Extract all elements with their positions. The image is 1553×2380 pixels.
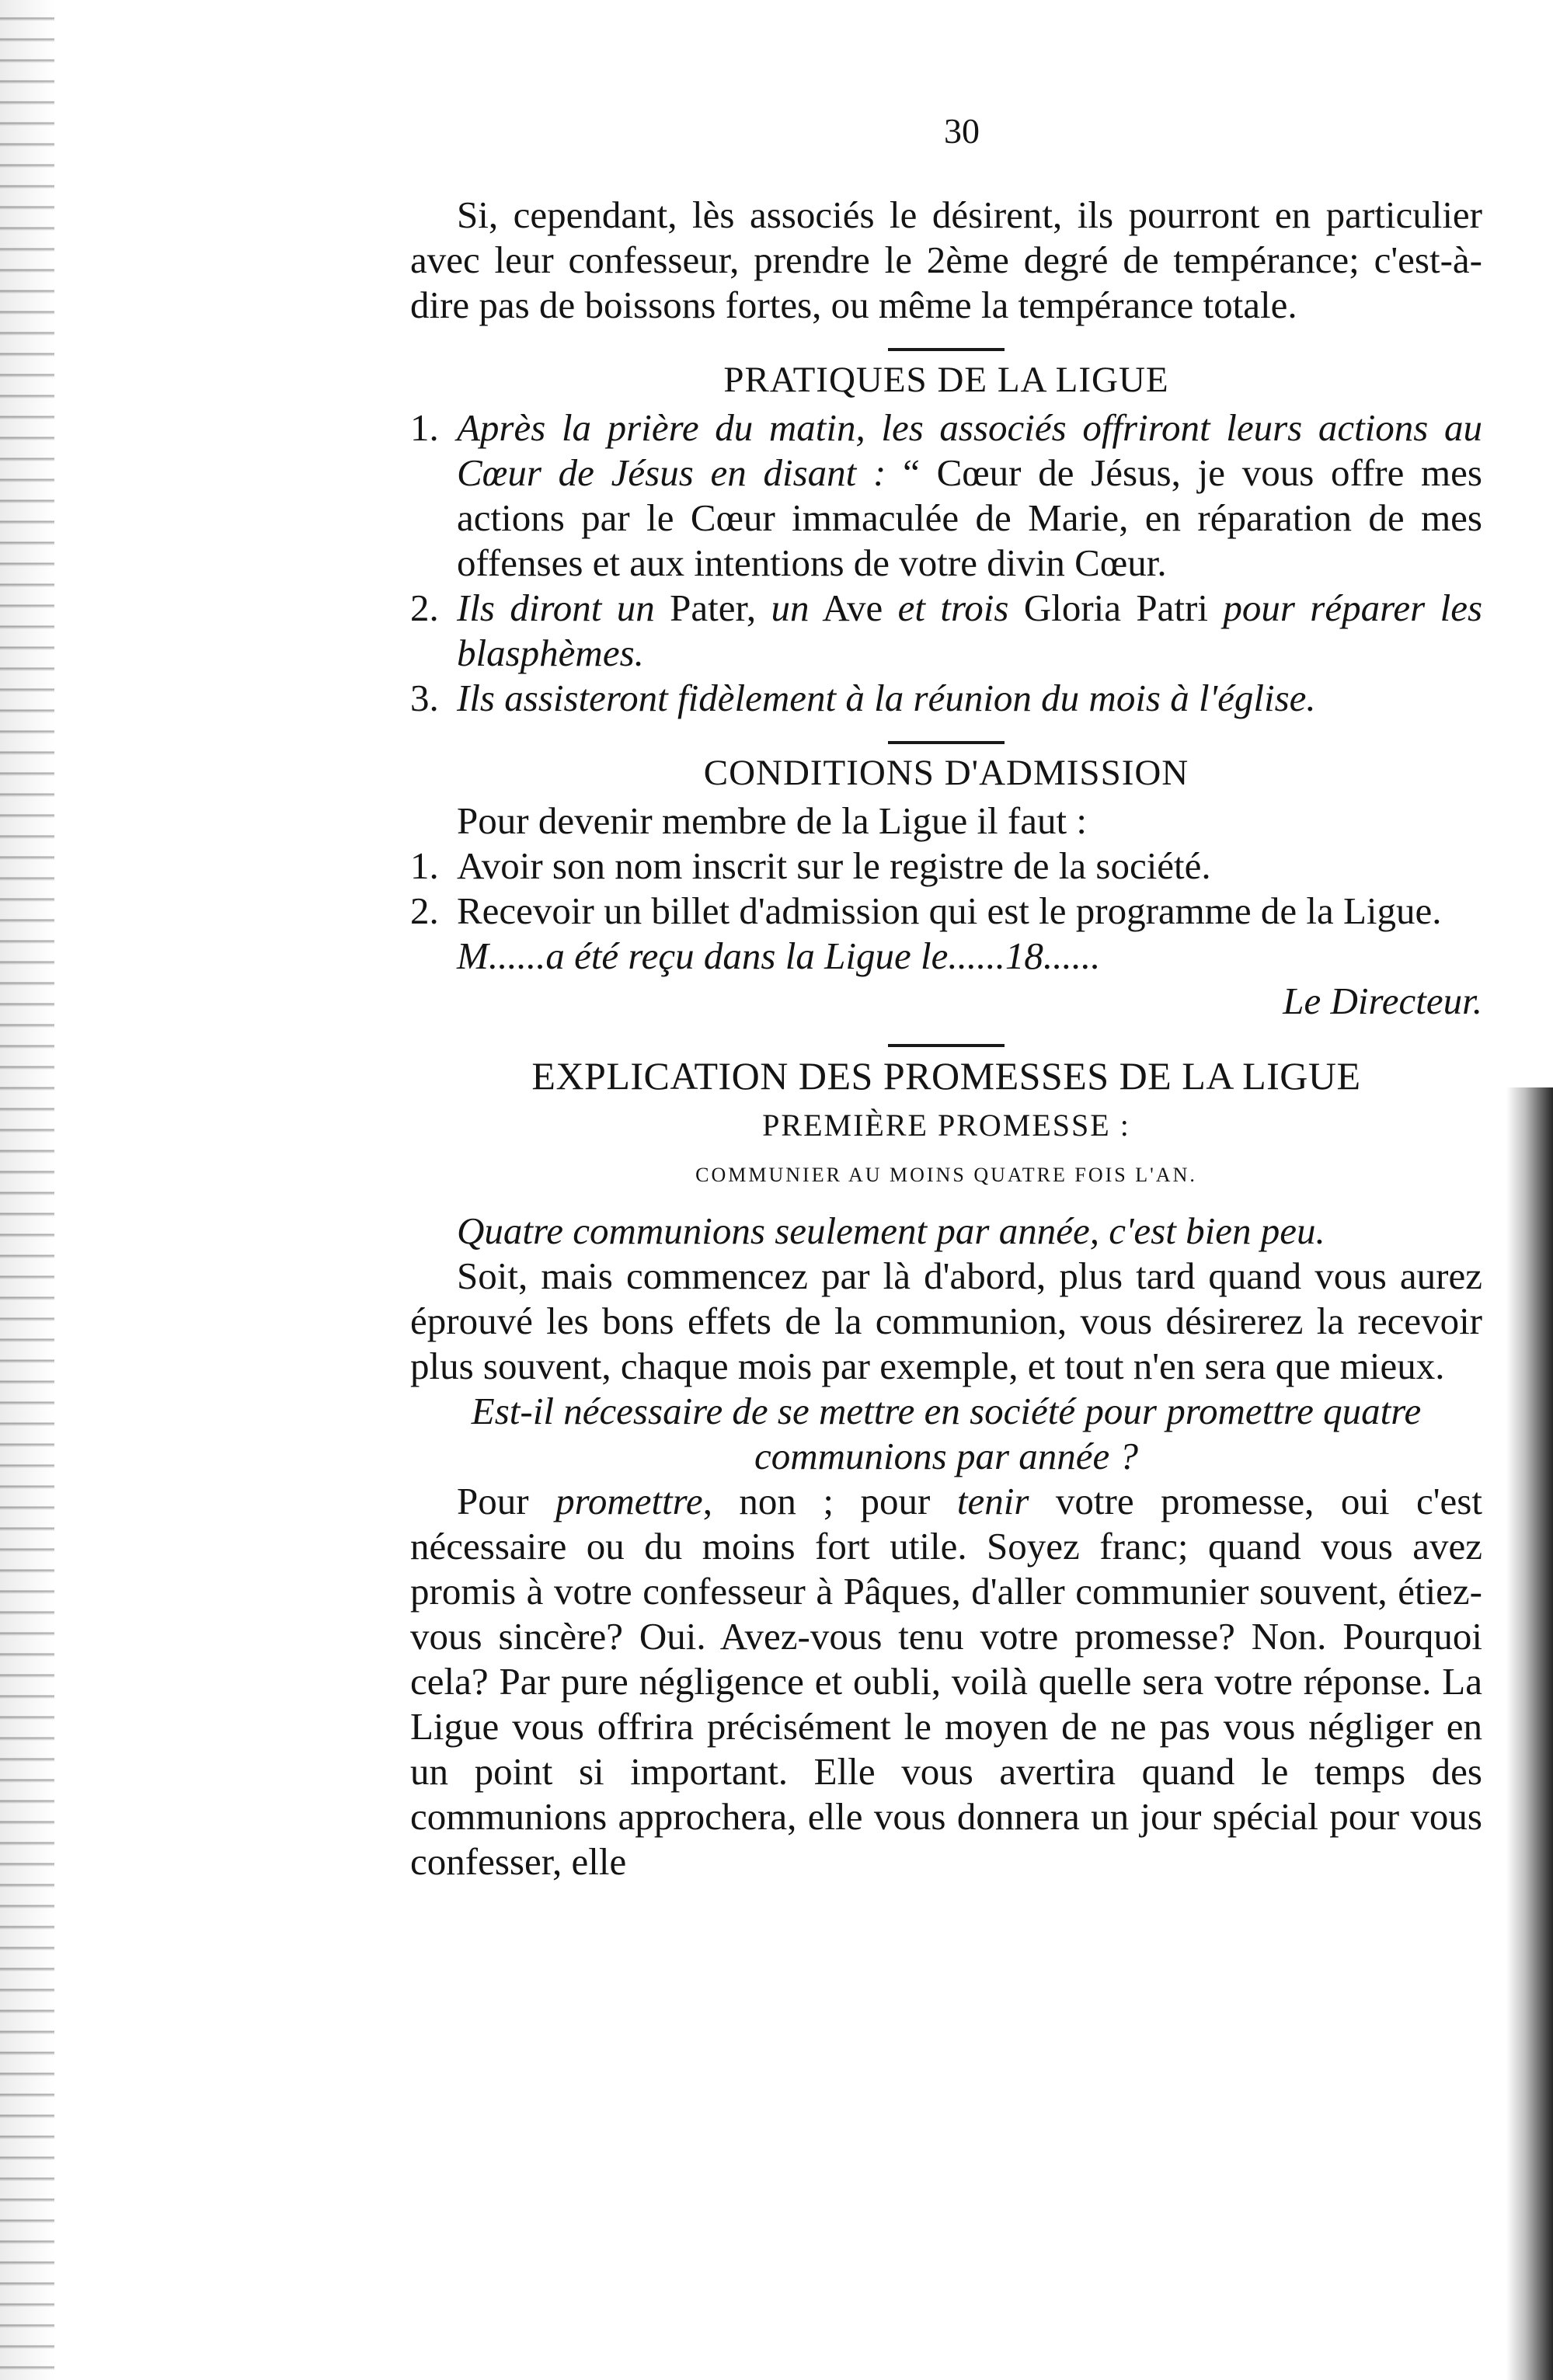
item-number: 1. [410,844,439,887]
director-signature: Le Directeur. [1283,979,1482,1022]
item-text: Gloria Patri [1008,586,1224,629]
item-italic-text: Après la prière du matin, les associés offriront leurs actions au Cœur de Jésus en disant : [457,406,1482,494]
condition-item-1 [410,844,1482,889]
pratique-item-3 [410,676,1482,721]
item-number: 1. [410,406,439,449]
book-page [410,109,1482,1884]
item-italic-text: pour réparer les blasphèmes. [457,586,1483,674]
page-number: 30 [944,111,980,151]
item-text: “ Cœur de Jésus, je vous offre mes actions par le Cœur immaculée de Marie, en réparation de mes offenses et aux intentions de votre divin Cœur. [457,451,1482,584]
item-text: Avoir son nom inscrit sur le registre de la société. [457,844,1211,887]
item-text: Recevoir un billet d'admission qui est le programme de la Ligue. [457,889,1442,932]
scan-left-edge [0,0,54,2380]
item-italic-text: un [771,586,810,629]
section-divider [888,348,1005,351]
reply-text: Pour [457,1480,556,1522]
pratique-item-2 [410,586,1482,676]
item-italic-text: Ils assisteront fidèlement à la réunion du mois à l'église. [457,677,1316,719]
objection-text: Quatre communions seulement par année, c'est bien peu. [457,1209,1325,1252]
scan-right-edge [1506,1087,1553,2380]
item-number: 2. [410,889,439,932]
section-divider [888,741,1005,744]
objection-line [410,1209,1482,1254]
item-italic-text: Ils diront un [457,586,655,629]
communier-subheading: COMMUNIER AU MOINS QUATRE FOIS L'AN. [695,1164,1197,1186]
reply-italic: tenir [956,1480,1029,1522]
reply-paragraph [410,1479,1482,1884]
pratique-item-1 [410,405,1482,586]
question-line: Est-il nécessaire de se mettre en société pour promettre quatre communions par année ? [471,1390,1422,1477]
conditions-heading: CONDITIONS D'ADMISSION [703,753,1189,793]
explication-heading: EXPLICATION DES PROMESSES DE LA LIGUE [531,1054,1361,1098]
pratiques-heading: PRATIQUES DE LA LIGUE [723,360,1169,400]
premiere-promesse-heading: PREMIÈRE PROMESSE : [762,1108,1130,1143]
section-divider [888,1044,1005,1047]
reply-text: votre promesse, oui c'est nécessaire ou du moins fort utile. Soyez franc; quand vous avez promis à votre confesseur à Pâques, d'aller communier souvent, étiez-vous sincère? Oui. Avez-vous tenu votre promesse? Non. Pourquoi cela? Par pure négligence et oubli, voilà quelle sera votre réponse. La Ligue vous offrira précisément le moyen de ne pas vous négliger en un point si important. Elle vous avertira quand le temps des communions approchera, elle vous donnera un jour spécial pour vous confesser, elle [410,1480,1482,1883]
item-italic-text: et trois [897,586,1009,629]
item-text: Pater, [654,586,771,629]
item-number: 3. [410,677,439,719]
condition-item-2 [410,889,1482,934]
item-number: 2. [410,586,439,629]
item-text: Ave [809,586,898,629]
form-line-text: M......a été reçu dans la Ligue le......18...... [457,934,1101,977]
answer-paragraph: Soit, mais commencez par là d'abord, plus tard quand vous aurez éprouvé les bons effets de la communion, vous désirerez la recevoir plus souvent, chaque mois par exemple, et tout n'en sera que mieux. [410,1254,1482,1387]
admission-form-line [410,934,1482,979]
intro-paragraph: Si, cependant, lès associés le désirent, ils pourront en particulier avec leur confesseur, prendre le 2ème degré de tempérance; c'est-à-dire pas de boissons fortes, ou même la tempérance totale. [410,193,1482,326]
conditions-lead: Pour devenir membre de la Ligue il faut : [457,799,1087,842]
reply-text: , non ; pour [702,1480,957,1522]
reply-italic: promettre [555,1480,703,1522]
